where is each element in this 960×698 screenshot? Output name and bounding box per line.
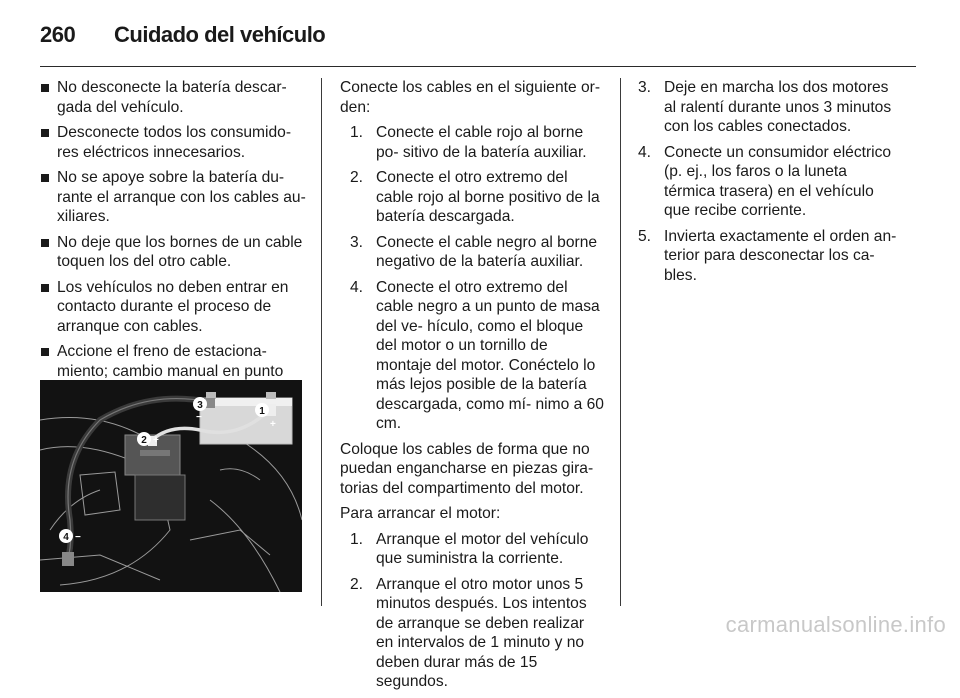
svg-text:1: 1 xyxy=(259,406,265,417)
svg-text:−: − xyxy=(75,532,81,543)
cable-routing-note: Coloque los cables de forma que no puedan engancharse en piezas gira- torias del compartimento del motor. xyxy=(340,440,594,497)
svg-text:−: − xyxy=(196,412,202,423)
column-2 xyxy=(340,78,604,698)
start-intro: Para arrancar el motor: xyxy=(340,505,501,522)
list-item: No se apoye sobre la batería du- rante el arranque con los cables au- xiliares. xyxy=(40,168,312,227)
svg-text:3: 3 xyxy=(197,400,203,411)
svg-text:4: 4 xyxy=(63,532,69,543)
bullet-icon xyxy=(41,284,49,292)
start-steps xyxy=(340,530,604,692)
callout-4 xyxy=(59,529,81,543)
list-item: 4. Conecte el otro extremo del cable negro a un punto de masa del ve- hículo, como el bloque del motor o un tornillo de montaje del motor. Conéctelo lo más lejos posible de la batería descargada, como mí- nimo a 60 cm. xyxy=(350,278,604,432)
list-item: 3. Deje en marcha los dos motores al ralentí durante unos 3 minutos con los cables conectados. xyxy=(638,79,892,135)
engine-bay-drawing xyxy=(40,380,302,592)
column-divider xyxy=(321,78,322,606)
watermark: carmanualsonline.info xyxy=(725,612,946,637)
column-divider xyxy=(620,78,621,606)
svg-text:+: + xyxy=(270,419,276,430)
jump-start-illustration xyxy=(40,380,302,592)
column-3 xyxy=(638,78,902,291)
column-1 xyxy=(40,78,312,407)
bullet-icon xyxy=(41,129,49,137)
connection-intro: Conecte los cables en el siguiente or- den: xyxy=(340,79,601,116)
bullet-icon xyxy=(41,84,49,92)
svg-text:+: + xyxy=(153,435,159,446)
list-item: 5. Invierta exactamente el orden an- terior para desconectar los ca- bles. xyxy=(638,227,897,284)
list-item: 3. Conecte el cable negro al borne negativo de la batería auxiliar. xyxy=(350,233,598,270)
continued-start-steps xyxy=(638,78,902,285)
bullet-icon xyxy=(41,239,49,247)
connection-steps xyxy=(340,123,604,434)
page-header xyxy=(40,22,916,67)
page-title: Cuidado del vehículo xyxy=(114,22,326,47)
bullet-icon xyxy=(41,174,49,182)
list-item: No desconecte la batería descar- gada del vehículo. xyxy=(40,78,312,117)
list-item: 2. Conecte el otro extremo del cable rojo al borne positivo de la batería descargada. xyxy=(350,169,600,225)
bullet-icon xyxy=(41,348,49,356)
page-number: 260 xyxy=(40,22,76,47)
list-item: Los vehículos no deben entrar en contacto durante el proceso de arranque con cables. xyxy=(40,278,312,337)
callout-2 xyxy=(137,432,159,446)
svg-text:2: 2 xyxy=(141,435,147,446)
list-item: Desconecte todos los consumido- res eléctricos innecesarios. xyxy=(40,123,312,162)
list-item: Accione el freno de estaciona- miento; cambio manual en punto xyxy=(40,342,312,401)
list-item: No deje que los bornes de un cable toquen los del otro cable. xyxy=(40,233,312,272)
clamp-icon xyxy=(62,552,74,566)
list-item: 4. Conecte un consumidor eléctrico (p. ej., los faros o la luneta térmica trasera) en el vehículo que recibe corriente. xyxy=(638,143,892,219)
list-item: 2. Arranque el otro motor unos 5 minutos después. Los intentos de arranque se deben realizar en intervalos de 1 minuto y no deben durar más de 15 segundos. xyxy=(350,575,587,690)
list-item: 1. Arranque el motor del vehículo que suministra la corriente. xyxy=(350,530,589,567)
precautions-list xyxy=(40,78,312,401)
list-item: 1. Conecte el cable rojo al borne po- sitivo de la batería auxiliar. xyxy=(350,124,587,161)
